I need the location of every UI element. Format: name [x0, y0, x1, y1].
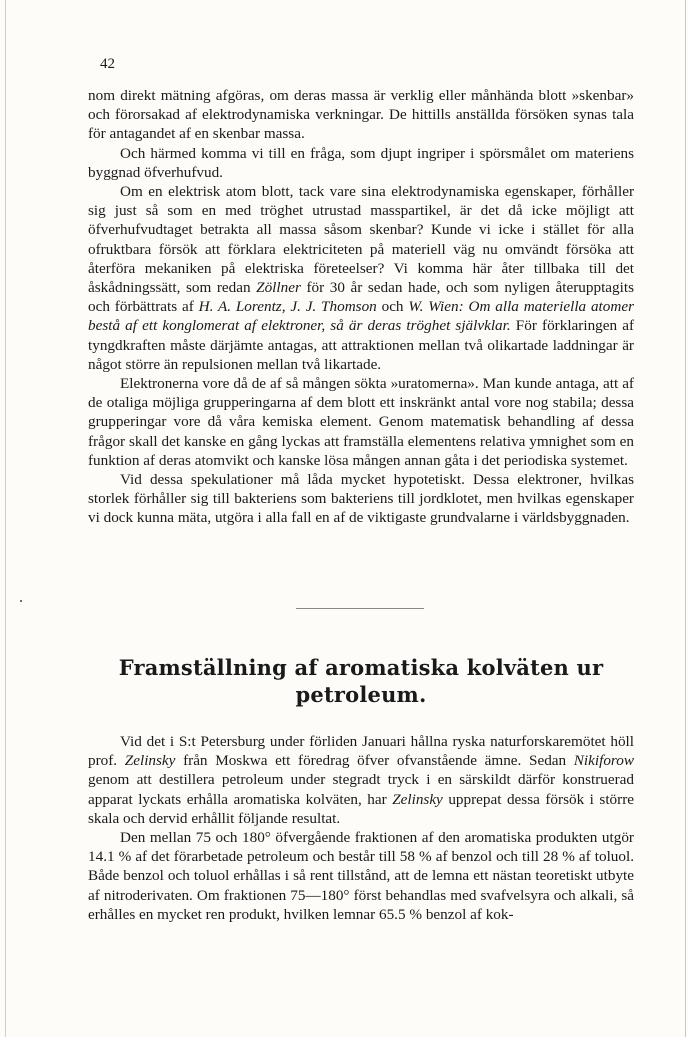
text-run: Och härmed komma vi till en fråga, som djupt ingriper i spörsmålet om materiens byggnad öfverhufvud. [88, 144, 634, 181]
text-run: Om en elektrisk atom blott, tack vare sina elektrodynamiska egenskaper, förhåller sig just så som en med tröghet utrustad masspartikel, är det då icke möjligt att öfverhufvudtaget betrakta all massa såsom skenbar? Kunde vi icke i stället för alla ofruktbara försök att förklara elektriciteten på materiell väg nu omvändt försöka att återföra mekaniken på elektriska företeelser? Vi komma här åter tillbaka till det åskådningssätt, som redan [88, 183, 634, 297]
text-run: För förklaringen af tyngdkraften måste därjämte antagas, att attraktionen mellan två olikartade laddningar är något större än repulsionen mellan två likartade. [88, 317, 635, 373]
italic-text: W. Wien: Om alla materiella atomer bestå af ett konglomerat af elektroner, så är deras tröghet självklar. [88, 298, 634, 335]
text-run: nom direkt mätning afgöras, om deras massa är verklig eller månhända blott »skenbar» och förorsakad af elektrodynamiska verkningar. De hittills anställda försöken synas tala för antagandet af en skenbar massa. [88, 87, 634, 143]
text-run: för 30 år sedan hade, och som nyligen återupptagits och förbättrats af [88, 279, 634, 316]
article-body-electrons [88, 86, 634, 528]
margin-mark [20, 600, 22, 602]
paragraph [88, 182, 634, 374]
italic-text: Nikiforow [573, 752, 634, 770]
text-run: Elektronerna vore då de af så mången sökta »uratomerna». Man kunde antaga, att af de otaliga möjliga grupperingarna af dem blott ett inskränkt antal vore nog stabila; dessa grupperingar vore då våra kemiska element. Genom matematisk behandling af dessa frågor skall det kanske en gång lyckas att framställa elementens relativa ymnighet som en funktion af deras atomvikt och kanske lösa mången annan gåta i det periodiska systemet. [88, 375, 634, 469]
section-heading [88, 654, 634, 708]
text-run: och [376, 298, 409, 316]
text-run: Vid det i S:t Petersburg under förliden Januari hållna ryska naturforskaremötet höll prof. [88, 733, 634, 770]
paragraph [88, 144, 634, 182]
italic-text: Zöllner [256, 279, 301, 297]
paragraph [88, 86, 634, 144]
paragraph [88, 470, 634, 528]
heading-line-1: Framställning af aromatiska kolväten ur [118, 655, 604, 680]
text-run: Vid dessa spekulationer må låda mycket hypotetiskt. Dessa elektroner, hvilkas storlek förhåller sig till bakteriens som bakteriens till jordklotet, men hvilkas egenskaper vi dock kunna mäta, utgöra i alla fall en af de viktigaste grundvalarne i världsbyggnaden. [88, 471, 634, 527]
text-run: från Moskwa ett föredrag öfver ofvanstående ämne. Sedan [175, 752, 574, 770]
text-run: upprepat dessa försök i större skala och dervid erhållit följande resultat. [88, 790, 634, 827]
paragraph [88, 732, 634, 828]
italic-text: Zelinsky [392, 790, 443, 808]
heading-line-2: petroleum. [295, 682, 427, 707]
page-number: 42 [100, 56, 115, 72]
section-divider [296, 608, 424, 609]
article-body-petroleum [88, 732, 634, 924]
italic-text: H. A. Lorentz, J. J. Thomson [198, 298, 377, 316]
text-run: Den mellan 75 och 180° öfvergående fraktionen af den aromatiska produkten utgör 14.1 % af det förarbetade petroleum och består till 58 % af benzol och till 28 % af toluol. Både benzol och toluol erhållas i så rent tillstånd, att de lemna ett nästan teoretiskt utbyte af nitroderivaten. Om fraktionen 75—180° först behandlas med svafvelsyra och alkali, så erhålles en mycket ren produkt, hvilken lemnar 65.5 % benzol af kok- [88, 829, 634, 923]
paragraph [88, 828, 634, 924]
italic-text: Zelinsky [124, 752, 176, 770]
scan-right-edge [685, 0, 686, 1037]
scan-left-edge [5, 0, 6, 1037]
paragraph [88, 374, 634, 470]
text-run: genom att destillera petroleum under stegradt tryck i en särskildt därför konstruerad apparat lyckats erhålla aromatiska kolväten, har [88, 771, 634, 808]
